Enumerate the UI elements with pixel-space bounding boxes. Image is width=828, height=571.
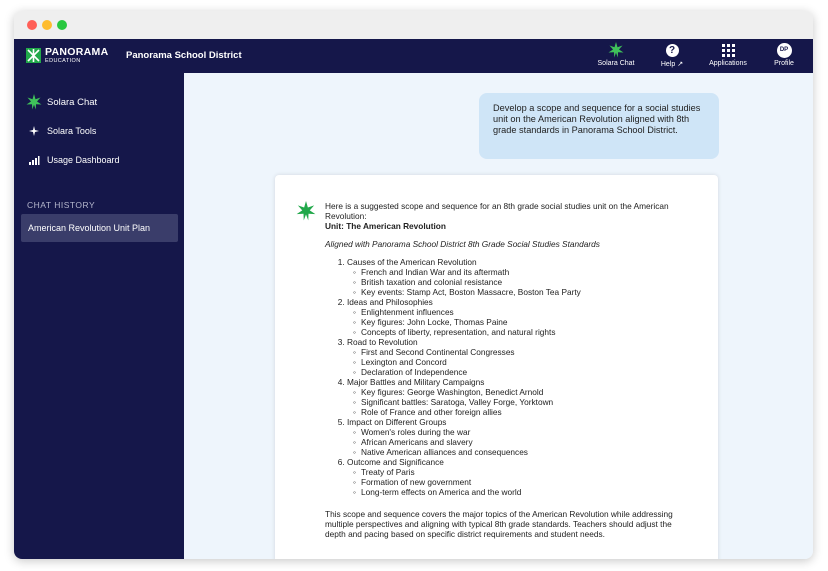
logo-subtext: EDUCATION: [45, 57, 81, 64]
solara-star-icon: [586, 42, 646, 58]
avatar: DP: [777, 43, 792, 58]
nav-help[interactable]: [642, 42, 702, 68]
chat-main-area: [184, 73, 813, 559]
list-item: ◦ French and Indian War and its aftermath: [361, 267, 698, 277]
solara-star-icon: [26, 94, 42, 110]
browser-window: [14, 11, 813, 559]
panorama-logo-icon: [26, 48, 41, 63]
nav-profile[interactable]: [755, 42, 813, 67]
list-item: ◦ Enlightenment influences: [361, 307, 698, 317]
close-window-button[interactable]: [27, 20, 37, 30]
list-item: ◦ Declaration of Independence: [361, 367, 698, 377]
list-item: ◦ British taxation and colonial resistance: [361, 277, 698, 287]
list-item: ◦ Role of France and other foreign allies: [361, 407, 698, 417]
nav-help-label: Help: [660, 61, 676, 68]
maximize-window-button[interactable]: [57, 20, 67, 30]
sidebar-item-solara-chat[interactable]: [26, 94, 97, 110]
list-item: ◦ Key figures: George Washington, Benedict Arnold: [361, 387, 698, 397]
response-intro: Here is a suggested scope and sequence for an 8th grade social studies unit on the American Revolution:: [325, 201, 669, 221]
nav-applications-label: Applications: [709, 60, 747, 67]
window-titlebar: [14, 11, 813, 39]
list-item: ◦ Key events: Stamp Act, Boston Massacre, Boston Tea Party: [361, 287, 698, 297]
list-item: ◦ African Americans and slavery: [361, 437, 698, 447]
response-closing: This scope and sequence covers the major topics of the American Revolution while addressing multiple perspectives and aligning with typical 8th grade standards. Teachers should adjust the depth and pacing based on specific district requirements and student needs.: [325, 509, 673, 539]
user-message-bubble: Develop a scope and sequence for a social studies unit on the American Revolution aligned with 8th grade standards in Panorama School District.: [479, 93, 719, 159]
sparkle-icon: [26, 123, 42, 139]
district-name: Panorama School District: [126, 50, 242, 61]
list-item: ◦ Native American alliances and consequences: [361, 447, 698, 457]
list-item: 4. Major Battles and Military Campaigns ◦ Key figures: George Washington, Benedict Arnold ◦ Significant battles: Saratoga, Valley Forge, Yorktown ◦ Role of France and other foreign allies: [347, 377, 698, 417]
sidebar-item-label: Solara Tools: [47, 126, 97, 136]
sidebar: [14, 73, 184, 559]
external-link-icon: ↗: [677, 61, 684, 68]
list-item: ◦ First and Second Continental Congresses: [361, 347, 698, 357]
apps-grid-icon: [722, 44, 735, 57]
solara-star-icon: [296, 201, 316, 223]
response-unit-title: Unit: The American Revolution: [325, 221, 446, 231]
list-item: 5. Impact on Different Groups ◦ Women's roles during the war ◦ African Americans and slavery ◦ Native American alliances and consequences: [347, 417, 698, 457]
list-item: 2. Ideas and Philosophies ◦ Enlightenment influences ◦ Key figures: John Locke, Thomas Paine ◦ Concepts of liberty, representation, and natural rights: [347, 297, 698, 337]
list-item: ◦ Treaty of Paris: [361, 467, 698, 477]
sidebar-item-label: Solara Chat: [47, 96, 98, 108]
sidebar-item-solara-tools[interactable]: [26, 123, 96, 139]
sidebar-item-usage-dashboard[interactable]: [26, 152, 120, 168]
logo-wordmark: PANORAMA: [45, 46, 109, 58]
response-alignment: Aligned with Panorama School District 8th Grade Social Studies Standards: [325, 239, 600, 249]
bar-chart-icon: [26, 152, 42, 168]
list-item: 6. Outcome and Significance ◦ Treaty of Paris ◦ Formation of new government ◦ Long-term effects on America and the world: [347, 457, 698, 497]
list-item: ◦ Formation of new government: [361, 477, 698, 487]
nav-profile-label: Profile: [774, 60, 794, 67]
list-item: ◦ Lexington and Concord: [361, 357, 698, 367]
nav-solara-chat[interactable]: [586, 42, 646, 67]
assistant-response-card: [275, 175, 718, 559]
list-item: ◦ Long-term effects on America and the world: [361, 487, 698, 497]
list-item: ◦ Significant battles: Saratoga, Valley Forge, Yorktown: [361, 397, 698, 407]
panorama-logo[interactable]: [26, 47, 108, 64]
list-item: 1. Causes of the American Revolution ◦ French and Indian War and its aftermath ◦ British taxation and colonial resistance ◦ Key events: Stamp Act, Boston Massacre, Boston Tea Party: [347, 257, 698, 297]
minimize-window-button[interactable]: [42, 20, 52, 30]
nav-solara-chat-label: Solara Chat: [597, 60, 635, 67]
sidebar-item-label: Usage Dashboard: [47, 155, 120, 165]
list-item: ◦ Concepts of liberty, representation, and natural rights: [361, 327, 698, 337]
scope-sequence-list: [325, 257, 698, 497]
chat-history-item[interactable]: American Revolution Unit Plan: [21, 214, 178, 242]
list-item: ◦ Key figures: John Locke, Thomas Paine: [361, 317, 698, 327]
top-navigation-bar: [14, 39, 813, 73]
list-item: 3. Road to Revolution ◦ First and Second Continental Congresses ◦ Lexington and Concord ◦ Declaration of Independence: [347, 337, 698, 377]
chat-history-title: CHAT HISTORY: [27, 200, 96, 210]
nav-applications[interactable]: [698, 42, 758, 67]
list-item: ◦ Women's roles during the war: [361, 427, 698, 437]
help-icon: ?: [666, 44, 679, 57]
